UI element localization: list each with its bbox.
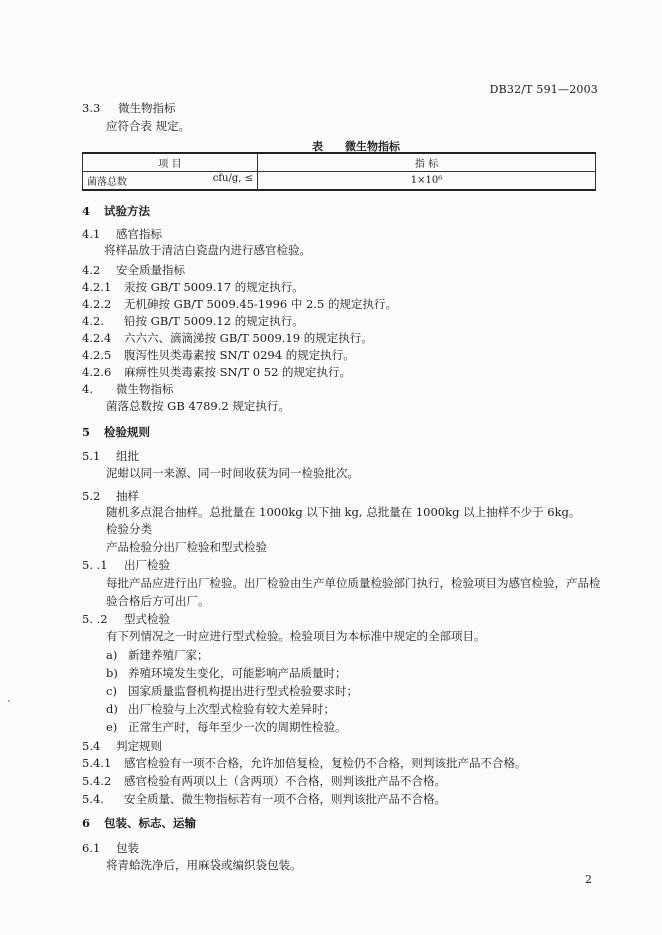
clause-number: 6: [82, 816, 91, 830]
clause-text: 麻痹性贝类毒素按 SN/T 0 52 的规定执行。: [124, 365, 352, 379]
table-row-name: 菌落总数: [87, 177, 127, 188]
clause-text: 养殖环境发生变化，可能影响产品质量时；: [128, 666, 347, 680]
clause-text: 抽样: [116, 489, 139, 503]
clause-text: 感官检验有两项以上（含两项）不合格，则判该批产品不合格。: [124, 774, 446, 788]
clause-number: 5.2: [82, 489, 101, 503]
clause-number: 4.: [82, 382, 93, 396]
clause-number: b): [106, 666, 118, 680]
clause-text: 泥蚶以同一来源、同一时间收获为同一检验批次。: [106, 466, 359, 480]
clause-text: 包装: [116, 841, 139, 855]
clause-text: 感官检验有一项不合格，允许加倍复检，复检仍不合格，则判该批产品不合格。: [124, 756, 527, 770]
clause-text: 包装、标志、运输: [104, 816, 196, 830]
clause-text: 出厂检验与上次型式检验有较大差异时；: [128, 702, 335, 716]
clause-number: 4.2.2: [82, 297, 112, 311]
clause-number: 5.4.1: [82, 756, 112, 770]
clause-text: 型式检验: [124, 612, 170, 626]
clause-number: 4.2.4: [82, 331, 112, 345]
clause-text: 将样品放于清洁白瓷盘内进行感官检验。: [104, 243, 311, 257]
clause-text: 正常生产时，每年至少一次的周期性检验。: [128, 720, 347, 734]
table-head-index: 指 标: [258, 153, 596, 172]
section-3-3-number: 3.3: [82, 101, 101, 115]
scan-speck: [8, 700, 10, 702]
clause-number: 5. .2: [82, 612, 108, 626]
clause-number: 5.4.: [82, 792, 104, 806]
clause-number: 4.2.1: [82, 280, 112, 294]
clause-text: 安全质量、微生物指标若有一项不合格，则判该批产品不合格。: [124, 792, 446, 806]
table-head-item: 项 目: [83, 153, 258, 172]
table-header-row: [83, 153, 596, 172]
table-caption-title: 微生物指标: [345, 140, 400, 153]
clause-number: 4: [82, 204, 91, 218]
clause-text: 组批: [116, 449, 139, 463]
table-row-unit: cfu/g, ≤: [212, 173, 253, 184]
clause-text: 每批产品应进行出厂检验。出厂检验由生产单位质量检验部门执行，检验项目为感官检验，产品检: [106, 576, 601, 590]
clause-text: 将青蛤洗净后，用麻袋或编织袋包装。: [106, 858, 302, 872]
section-3-3-title: 微生物指标: [117, 101, 176, 115]
clause-number: e): [106, 720, 118, 734]
document-code: DB32/T 591—2003: [489, 83, 598, 96]
clause-text: 铅按 GB/T 5009.12 的规定执行。: [124, 314, 304, 328]
clause-text: 出厂检验: [124, 558, 170, 572]
clause-number: 4.1: [82, 227, 101, 241]
clause-number: 5. .1: [82, 558, 108, 572]
clause-number: 4.2.6: [82, 365, 112, 379]
clause-text: 判定规则: [116, 739, 162, 753]
clause-number: c): [106, 684, 117, 698]
clause-number: 5: [82, 425, 91, 439]
section-3-3-text: 应符合表 规定。: [106, 119, 191, 133]
clause-number: 4.2.: [82, 314, 104, 328]
clause-text: 无机砷按 GB/T 5009.45-1996 中 2.5 的规定执行。: [124, 297, 397, 311]
section-3-3-heading: [82, 100, 175, 116]
microbe-table: [82, 152, 596, 191]
clause-number: d): [106, 702, 118, 716]
clause-text: 菌落总数按 GB 4789.2 规定执行。: [106, 399, 290, 413]
table-row-value: 1×10⁶: [258, 172, 596, 191]
table-cell-item: [83, 172, 258, 191]
page-number: 2: [585, 873, 592, 886]
clause-text: 安全质量指标: [116, 263, 185, 277]
clause-text: 国家质量监督机构提出进行型式检验要求时；: [128, 684, 358, 698]
clause-number: a): [106, 648, 118, 662]
clause-text: 检验分类: [106, 522, 152, 536]
clause-text: 汞按 GB/T 5009.17 的规定执行。: [124, 280, 304, 294]
clause-text: 随机多点混合抽样。总批量在 1000kg 以下抽 kg, 总批量在 1000kg 以上抽样不少于 6kg。: [106, 505, 581, 519]
clause-number: 5.1: [82, 449, 101, 463]
table-caption-label: 表: [312, 140, 323, 153]
clause-text: 产品检验分出厂检验和型式检验: [106, 540, 267, 554]
clause-number: 4.2: [82, 263, 101, 277]
table-row: [83, 172, 596, 191]
clause-text: 试验方法: [104, 204, 150, 218]
clause-number: 6.1: [82, 841, 101, 855]
clause-number: 5.4: [82, 739, 101, 753]
clause-number: 4.2.5: [82, 348, 112, 362]
clause-text: 新建养殖厂家；: [128, 648, 209, 662]
clause-text: 腹泻性贝类毒素按 SN/T 0294 的规定执行。: [124, 348, 355, 362]
clause-text: 六六六、滴滴涕按 GB/T 5009.19 的规定执行。: [124, 331, 373, 345]
clause-number: 5.4.2: [82, 774, 112, 788]
clause-text: 有下列情况之一时应进行型式检验。检验项目为本标准中规定的全部项目。: [106, 629, 486, 643]
clause-text: 微生物指标: [116, 382, 174, 396]
clause-text: 检验规则: [104, 425, 150, 439]
clause-text: 验合格后方可出厂。: [106, 594, 210, 608]
clause-text: 感官指标: [116, 227, 162, 241]
